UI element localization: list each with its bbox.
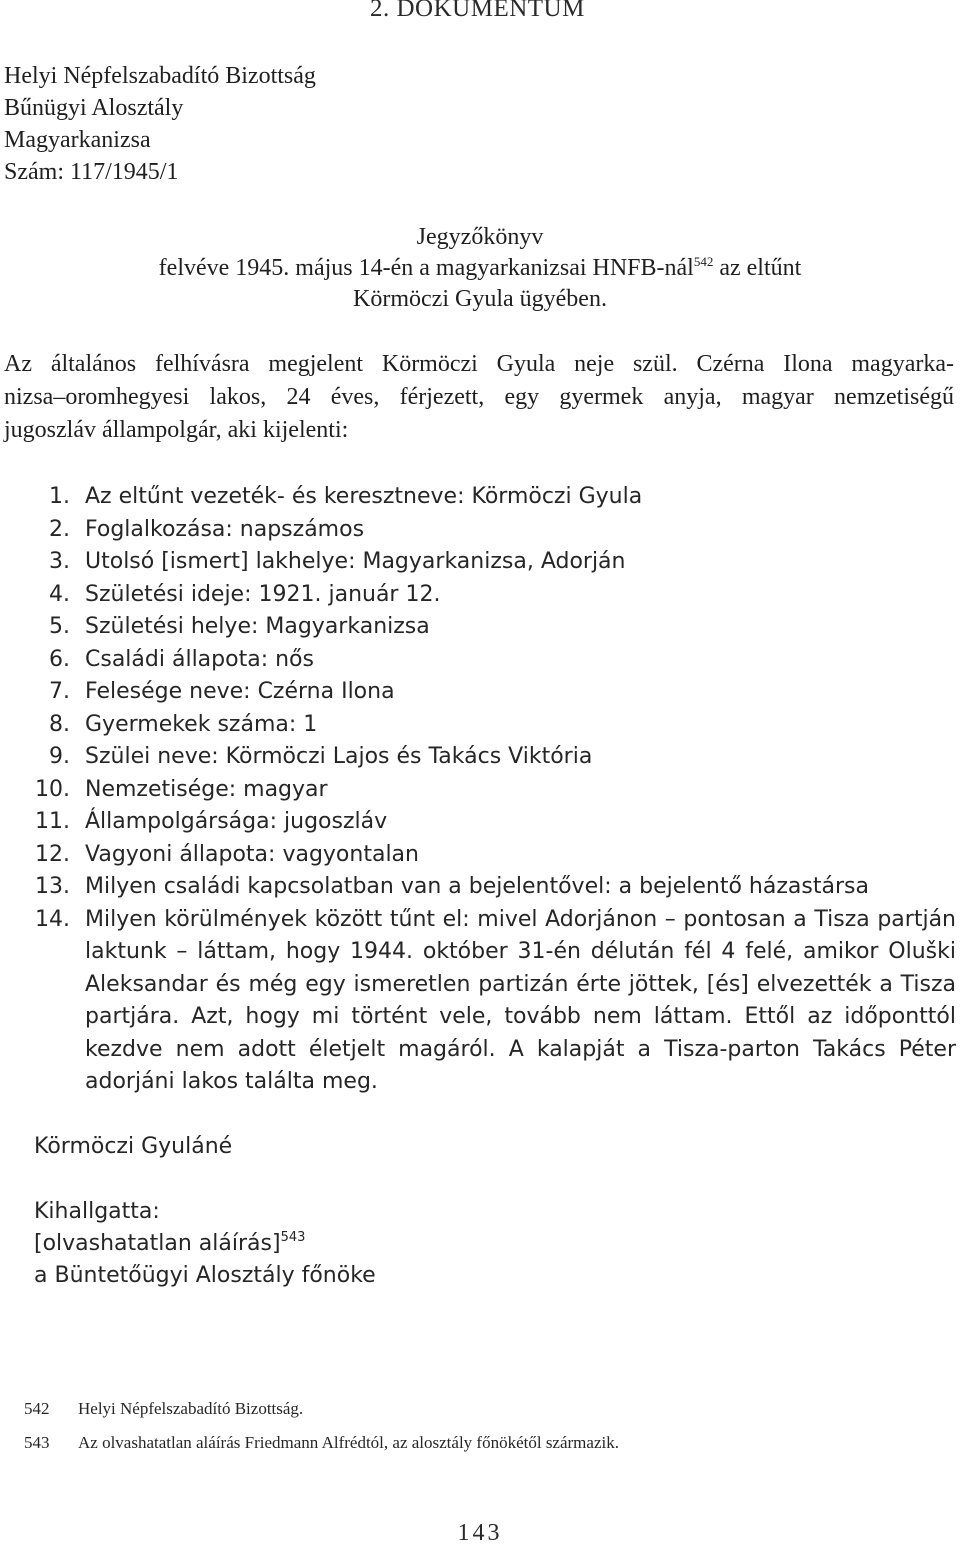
interrogated-label: Kihallgatta: bbox=[34, 1199, 160, 1224]
list-item bbox=[30, 806, 956, 839]
footnote-number: 543 bbox=[24, 1433, 50, 1452]
footnote-ref-542: 542 bbox=[693, 254, 714, 269]
item-number: 6. bbox=[49, 646, 70, 672]
item-text: Felesége neve: Czérna Ilona bbox=[85, 679, 395, 704]
item-number: 8. bbox=[49, 711, 70, 737]
item-number: 10. bbox=[35, 776, 70, 802]
footnote-text: Az olvashatatlan aláírás Friedmann Alfrédtól, az alosztály főnökétől származik. bbox=[78, 1433, 619, 1452]
list-item bbox=[30, 546, 956, 579]
record-subtitle-text: felvéve 1945. május 14-én a magyarkanizsai HNFB-nál bbox=[158, 255, 694, 281]
item-number: 5. bbox=[49, 614, 70, 639]
list-item bbox=[30, 611, 956, 644]
item-number: 12. bbox=[35, 841, 70, 867]
page-number: 143 bbox=[457, 1520, 503, 1546]
intro-paragraph bbox=[4, 348, 954, 447]
item-number: 11. bbox=[35, 809, 70, 834]
item-number: 1. bbox=[49, 484, 70, 509]
interrogator-position: a Büntetőügyi Alosztály főnöke bbox=[34, 1263, 376, 1288]
item-text: Szülei neve: Körmöczi Lajos és Takács Viktória bbox=[85, 744, 593, 769]
footnote-ref-543: 543 bbox=[280, 1230, 306, 1245]
list-item bbox=[30, 709, 956, 742]
document-section-title: 2. DOKUMENTUM bbox=[370, 0, 585, 22]
list-item bbox=[30, 871, 956, 904]
item-text: Gyermekek száma: 1 bbox=[85, 711, 318, 737]
office-line: Magyarkanizsa bbox=[4, 127, 151, 153]
office-line: Szám: 117/1945/1 bbox=[4, 159, 179, 185]
record-subtitle-line2: Körmöczi Gyula ügyében. bbox=[353, 286, 607, 312]
interrogator-block bbox=[34, 1196, 376, 1292]
item-text: Az eltűnt vezeték- és keresztneve: Körmöczi Gyula bbox=[85, 484, 643, 509]
office-line: Helyi Népfelszabadító Bizottság bbox=[4, 63, 316, 89]
list-item bbox=[30, 774, 956, 807]
item-text: Születési ideje: 1921. január 12. bbox=[85, 581, 441, 607]
list-item bbox=[30, 481, 956, 514]
list-item bbox=[30, 904, 956, 1099]
item-number: 2. bbox=[49, 516, 70, 542]
declarant-signature: Körmöczi Gyuláné bbox=[34, 1134, 233, 1159]
list-item bbox=[30, 514, 956, 547]
record-subtitle-text-end: az eltűnt bbox=[713, 255, 802, 281]
item-text: Foglalkozása: napszámos bbox=[85, 516, 365, 542]
footnote bbox=[24, 1392, 944, 1426]
intro-line: Az általános felhívásra megjelent Körmöczi Gyula neje szül. Czérna Ilona magyarka- bbox=[4, 351, 954, 377]
footnotes bbox=[24, 1392, 944, 1460]
item-number: 14. bbox=[35, 906, 70, 932]
illegible-signature bbox=[34, 1228, 376, 1260]
statement-list bbox=[30, 481, 956, 1099]
item-number: 7. bbox=[49, 679, 70, 704]
list-item bbox=[30, 579, 956, 612]
item-text: Nemzetisége: magyar bbox=[85, 776, 328, 802]
issuing-office-block bbox=[4, 60, 316, 188]
item-text: Utolsó [ismert] lakhelye: Magyarkanizsa, Adorján bbox=[85, 549, 626, 574]
record-title: Jegyzőkönyv bbox=[416, 224, 544, 250]
item-text: Állampolgársága: jugoszláv bbox=[85, 809, 388, 834]
item-number: 4. bbox=[49, 581, 70, 607]
list-item bbox=[30, 676, 956, 709]
list-item bbox=[30, 644, 956, 677]
item-text: Születési helye: Magyarkanizsa bbox=[85, 614, 430, 639]
office-line: Bűnügyi Alosztály bbox=[4, 95, 184, 121]
list-item bbox=[30, 741, 956, 774]
illegible-signature-text: [olvashatatlan aláírás] bbox=[34, 1231, 281, 1256]
intro-line: nizsa–oromhegyesi lakos, 24 éves, férjezett, egy gyermek anyja, magyar nemzetiségű bbox=[4, 384, 954, 410]
item-number: 13. bbox=[35, 874, 70, 899]
item-number: 3. bbox=[49, 549, 70, 574]
intro-line: jugoszláv állampolgár, aki kijelenti: bbox=[4, 417, 349, 443]
item-number: 9. bbox=[49, 744, 70, 769]
item-text: Vagyoni állapota: vagyontalan bbox=[85, 841, 419, 867]
footnote-text: Helyi Népfelszabadító Bizottság. bbox=[78, 1399, 304, 1418]
item-text: Milyen családi kapcsolatban van a bejelentővel: a bejelentő házastársa bbox=[85, 874, 869, 899]
footnote bbox=[24, 1426, 944, 1460]
record-subtitle bbox=[0, 253, 960, 284]
item-text: Családi állapota: nős bbox=[85, 646, 314, 672]
item-text: Milyen körülmények között tűnt el: mivel Adorjánon – pontosan a Tisza partján laktunk – láttam, hogy 1944. október 31-én délután fél 4 felé, amikor Oluški Aleksandar és még egy ismeretlen partizán érte jöttek, [és] elvezették a Tisza partjára. Azt, hogy mi történt vele, tovább nem láttam. Ettől az időponttól kezdve nem adott életjelt magáról. A kalapját a Tisza-parton Takács Péter adorjáni lakos találta meg. bbox=[85, 906, 956, 1094]
list-item bbox=[30, 839, 956, 872]
footnote-number: 542 bbox=[24, 1399, 50, 1418]
